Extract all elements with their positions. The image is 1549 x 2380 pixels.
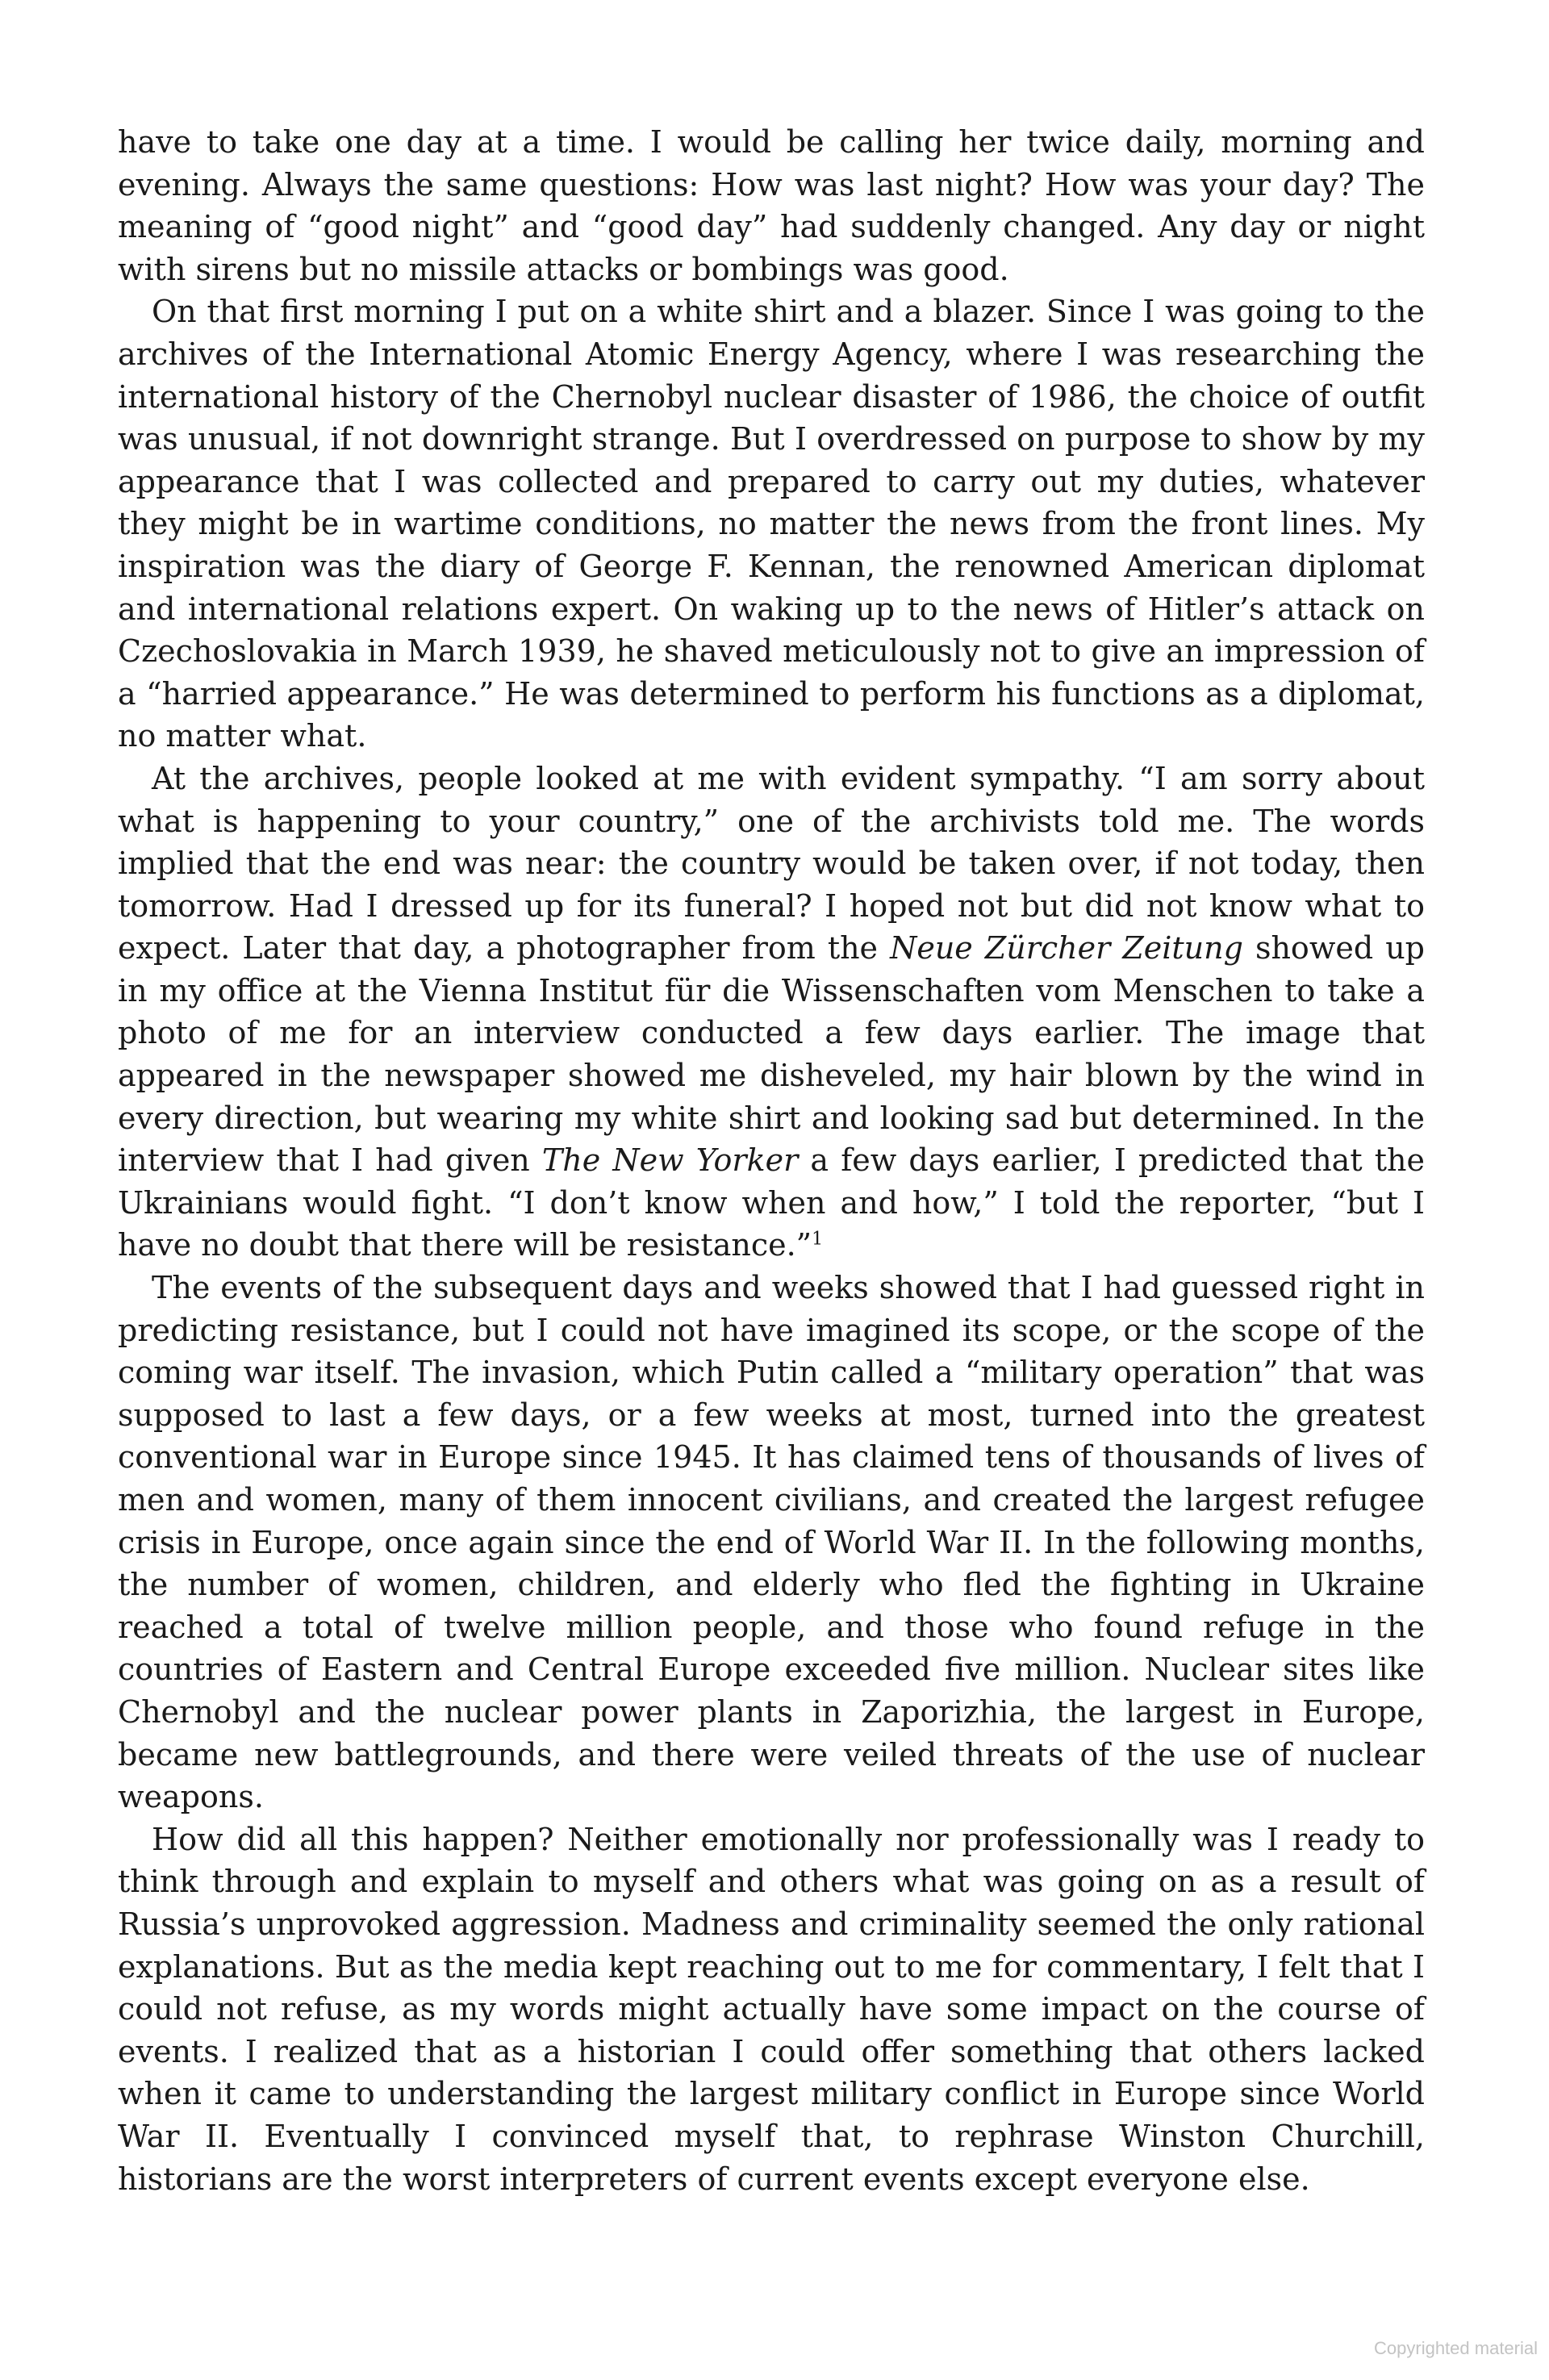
paragraph-2: On that first morning I put on a white shirt and a blazer. Since I was going to the archives of the International Atomic Energy Agency, where I was researching the international history of the Chernobyl nuclear disaster of 1986, the choice of outfit was unusual, if not downright strange. But I overdressed on purpose to show by my appearance that I was collected and prepared to carry out my duties, whatever they might be in wartime conditions, no matter the news from the front lines. My inspiration was the diary of George F. Kennan, the renowned American diplomat and international relations expert. On waking up to the news of Hitler’s attack on Czechoslovakia in March 1939, he shaved meticulously not to give an impression of a “harried appearance.” He was determined to perform his functions as a diplomat, no matter what. xyxy=(118,294,1425,754)
paragraph-1: have to take one day at a time. I would be calling her twice daily, morning and evening. Always the same questions: How was last night? How was your day? The meaning of “good night” and “good day” had suddenly changed. Any day or night with sirens but no missile attacks or bombings was good. xyxy=(118,124,1425,287)
paragraph-5: How did all this happen? Neither emotionally nor professionally was I ready to think through and explain to myself and others what was going on as a result of Russia’s unprovoked aggression. Madness and criminality seemed the only rational explanations. But as the media kept reaching out to me for commentary, I felt that I could not refuse, as my words might actually have some impact on the course of events. I realized that as a historian I could offer something that others lacked when it came to understanding the largest military conflict in Europe since World War II. Eventually I convinced myself that, to rephrase Winston Churchill, historians are the worst interpreters of current events except everyone else. xyxy=(118,1821,1425,2197)
footnote-marker: 1 xyxy=(812,1229,824,1250)
newspaper-title-nzz: Neue Zürcher Zeitung xyxy=(890,930,1243,967)
paragraph-3-text-c: showed up in my office at the Vienna Institut für die Wissenschaften vom Menschen to take a photo of me for an interview conducted a few days earlier. The image that appeared in the newspaper showed me disheveled, my hair blown by the wind in every direction, but wearing my white shirt and looking sad but determined. In the interview that I had given xyxy=(118,930,1425,1179)
paragraph-3-text-e: a few days earlier, I predicted that the Ukrainians would fight. “I don’t know when and how,” I told the reporter, “but I have no doubt that there will be resistance.” xyxy=(118,1142,1425,1263)
paragraph-4: The events of the subsequent days and weeks showed that I had guessed right in predicting resistance, but I could not have imagined its scope, or the scope of the coming war itself. The invasion, which Putin called a “military operation” that was supposed to last a few days, or a few weeks at most, turned into the greatest conventional war in Europe since 1945. It has claimed tens of thousands of lives of men and women, many of them innocent civilians, and created the largest refugee crisis in Europe, once again since the end of World War II. In the following months, the number of women, children, and elderly who fled the fighting in Ukraine reached a total of twelve million people, and those who found refuge in the countries of Eastern and Central Europe exceeded five million. Nuclear sites like Chernobyl and the nuclear power plants in Zaporizhia, the largest in Europe, became new battlegrounds, and there were veiled threats of the use of nuclear weapons. xyxy=(118,1270,1425,1815)
paragraph-3 xyxy=(118,758,1425,1267)
copyright-watermark: Copyrighted material xyxy=(1374,2338,1538,2358)
magazine-title-new-yorker: The New Yorker xyxy=(541,1142,799,1179)
paragraph-3-text-a: At the archives, people looked at me with evident sympathy. “I am sorry about what is happening to your country,” one of the archivists told me. The words implied that the end was near: the country would be taken over, if not today, then tomorrow. Had I dressed up for its funeral? I hoped not but did not know what to expect. Later that day, a photographer from the xyxy=(118,760,1425,967)
page-body xyxy=(118,121,1425,2200)
